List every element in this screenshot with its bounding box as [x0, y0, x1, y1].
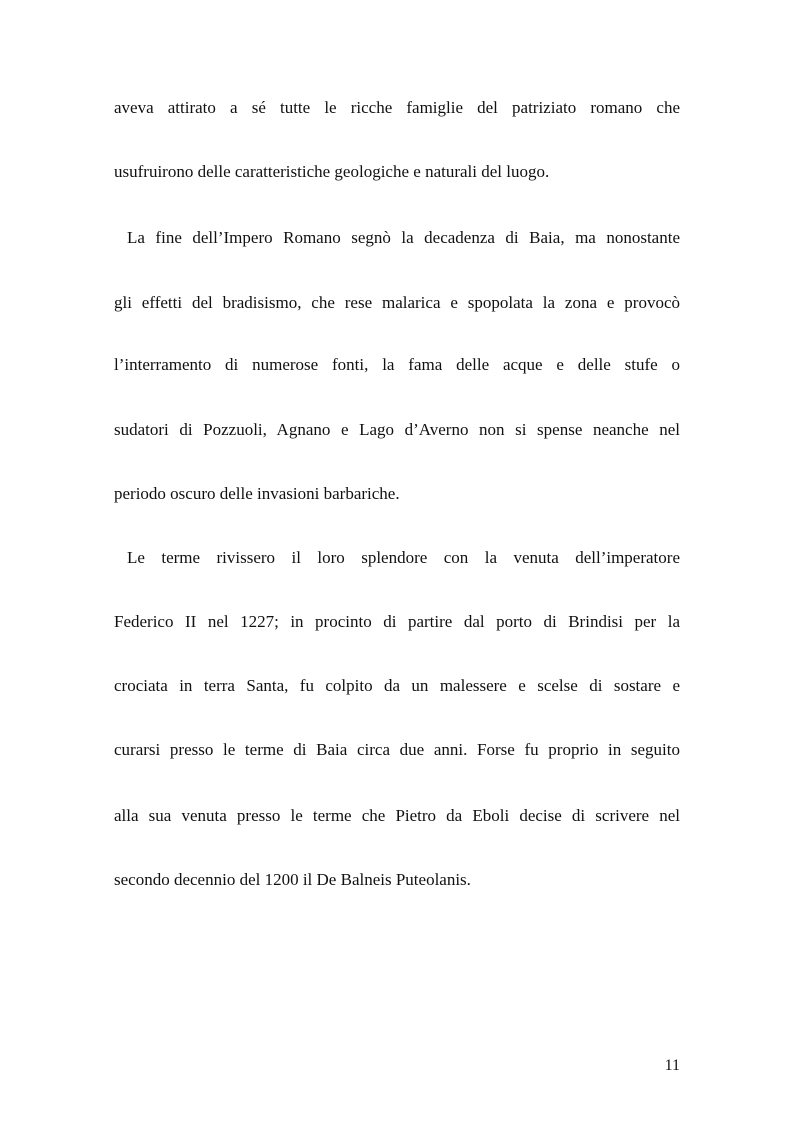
- text-line: l’interramento di numerose fonti, la fama delle acque e delle stufe o: [114, 355, 680, 374]
- text-line: alla sua venuta presso le terme che Pietro da Eboli decise di scrivere nel: [114, 806, 680, 825]
- page-number: 11: [664, 1057, 680, 1074]
- text-line: usufruirono delle caratteristiche geologiche e naturali del luogo.: [114, 162, 550, 181]
- text-line: Federico II nel 1227; in procinto di partire dal porto di Brindisi per la: [114, 612, 680, 631]
- text-line: gli effetti del bradisismo, che rese malarica e spopolata la zona e provocò: [114, 293, 680, 312]
- text-line: sudatori di Pozzuoli, Agnano e Lago d’Averno non si spense neanche nel: [114, 420, 680, 439]
- text-line: curarsi presso le terme di Baia circa due anni. Forse fu proprio in seguito: [114, 740, 680, 759]
- text-line: aveva attirato a sé tutte le ricche famiglie del patriziato romano che: [114, 98, 680, 117]
- text-line: periodo oscuro delle invasioni barbariche.: [114, 484, 400, 503]
- text-line: crociata in terra Santa, fu colpito da un malessere e scelse di sostare e: [114, 676, 680, 695]
- paragraph-start-line: La fine dell’Impero Romano segnò la decadenza di Baia, ma nonostante: [127, 228, 680, 247]
- paragraph-start-line: Le terme rivissero il loro splendore con la venuta dell’imperatore: [127, 548, 680, 567]
- text-line: secondo decennio del 1200 il De Balneis Puteolanis.: [114, 870, 471, 889]
